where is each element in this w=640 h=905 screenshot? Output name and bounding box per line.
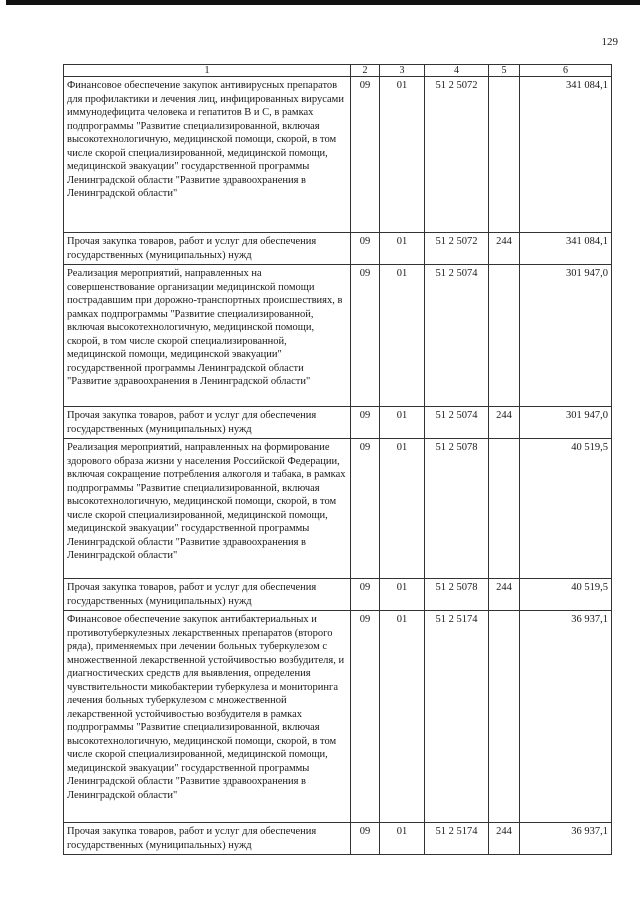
row-target-article: 51 2 5072 [425, 233, 489, 265]
header-cell-6: 6 [520, 65, 612, 77]
row-amount: 40 519,5 [520, 579, 612, 611]
row-amount: 301 947,0 [520, 265, 612, 407]
row-subsection: 01 [380, 611, 425, 823]
row-section: 09 [351, 407, 380, 439]
row-section: 09 [351, 265, 380, 407]
header-cell-3: 3 [380, 65, 425, 77]
row-description: Финансовое обеспечение закупок антибактериальных и противотуберкулезных лекарственных препаратов (второго ряда), применяемых при лечении больных туберкулезом с множественной лекарственной устойчивостью возбудителя, и диагностических средств для выявления, определения чувствительности микобактерии туберкулеза и мониторинга лечения больных туберкулезом с множественной лекарственной устойчивостью возбудителя в рамках подпрограммы "Развитие специализированной, включая высокотехнологичную, медицинской помощи, скорой, в том числе скорой специализированной, медицинской помощи, медицинской эвакуации" государственной программы Ленинградской области "Развитие здравоохранения в Ленинградской области" [64, 611, 351, 823]
row-amount: 36 937,1 [520, 611, 612, 823]
top-scan-rule [6, 0, 640, 5]
row-expense-type [489, 439, 520, 579]
row-expense-type [489, 77, 520, 233]
row-expense-type [489, 611, 520, 823]
row-amount: 341 084,1 [520, 233, 612, 265]
row-description: Финансовое обеспечение закупок антивирусных препаратов для профилактики и лечения лиц, инфицированных вирусами иммунодефицита человека и гепатитов В и С, в рамках подпрограммы "Развитие специализированной, включая высокотехнологичную, медицинской помощи, скорой, в том числе скорой специализированной, медицинской помощи, медицинской эвакуации" государственной программы Ленинградской области "Развитие здравоохранения в Ленинградской области" [64, 77, 351, 233]
table-row [64, 407, 612, 439]
row-description: Прочая закупка товаров, работ и услуг для обеспечения государственных (муниципальных) нужд [64, 407, 351, 439]
row-description: Прочая закупка товаров, работ и услуг для обеспечения государственных (муниципальных) нужд [64, 233, 351, 265]
header-row [64, 65, 612, 77]
row-subsection: 01 [380, 579, 425, 611]
row-expense-type: 244 [489, 579, 520, 611]
row-expense-type [489, 265, 520, 407]
page-number: 129 [601, 36, 618, 48]
row-description: Прочая закупка товаров, работ и услуг для обеспечения государственных (муниципальных) нужд [64, 579, 351, 611]
row-subsection: 01 [380, 439, 425, 579]
row-section: 09 [351, 233, 380, 265]
row-section: 09 [351, 77, 380, 233]
row-target-article: 51 2 5072 [425, 77, 489, 233]
row-description: Реализация мероприятий, направленных на совершенствование организации медицинской помощи пострадавшим при дорожно-транспортных происшествиях, в рамках подпрограммы "Развитие специализированной, включая высокотехнологичную, медицинской помощи, скорой, в том числе скорой специализированной, медицинской помощи, медицинской эвакуации" государственной программы Ленинградской области "Развитие здравоохранения в Ленинградской области" [64, 265, 351, 407]
table-row [64, 611, 612, 823]
table-row [64, 579, 612, 611]
row-subsection: 01 [380, 823, 425, 855]
row-target-article: 51 2 5074 [425, 407, 489, 439]
budget-table [63, 64, 612, 855]
row-target-article: 51 2 5078 [425, 579, 489, 611]
row-section: 09 [351, 579, 380, 611]
row-target-article: 51 2 5174 [425, 611, 489, 823]
row-description: Реализация мероприятий, направленных на формирование здорового образа жизни у населения Российской Федерации, включая сокращение потребления алкоголя и табака, в рамках подпрограммы "Развитие специализированной, включая высокотехнологичную, медицинской помощи, скорой, в том числе скорой специализированной, медицинской помощи, медицинской эвакуации" государственной программы Ленинградской области "Развитие здравоохранения в Ленинградской области" [64, 439, 351, 579]
table-row [64, 439, 612, 579]
header-cell-2: 2 [351, 65, 380, 77]
row-target-article: 51 2 5174 [425, 823, 489, 855]
row-section: 09 [351, 611, 380, 823]
row-section: 09 [351, 823, 380, 855]
row-description: Прочая закупка товаров, работ и услуг для обеспечения государственных (муниципальных) нужд [64, 823, 351, 855]
row-subsection: 01 [380, 77, 425, 233]
row-subsection: 01 [380, 407, 425, 439]
row-amount: 40 519,5 [520, 439, 612, 579]
row-expense-type: 244 [489, 233, 520, 265]
header-cell-1: 1 [64, 65, 351, 77]
row-expense-type: 244 [489, 407, 520, 439]
row-expense-type: 244 [489, 823, 520, 855]
row-amount: 301 947,0 [520, 407, 612, 439]
row-section: 09 [351, 439, 380, 579]
row-amount: 341 084,1 [520, 77, 612, 233]
table-row [64, 265, 612, 407]
header-cell-5: 5 [489, 65, 520, 77]
table-row [64, 823, 612, 855]
row-subsection: 01 [380, 265, 425, 407]
table-row [64, 77, 612, 233]
row-target-article: 51 2 5074 [425, 265, 489, 407]
row-target-article: 51 2 5078 [425, 439, 489, 579]
header-cell-4: 4 [425, 65, 489, 77]
table-row [64, 233, 612, 265]
row-amount: 36 937,1 [520, 823, 612, 855]
row-subsection: 01 [380, 233, 425, 265]
